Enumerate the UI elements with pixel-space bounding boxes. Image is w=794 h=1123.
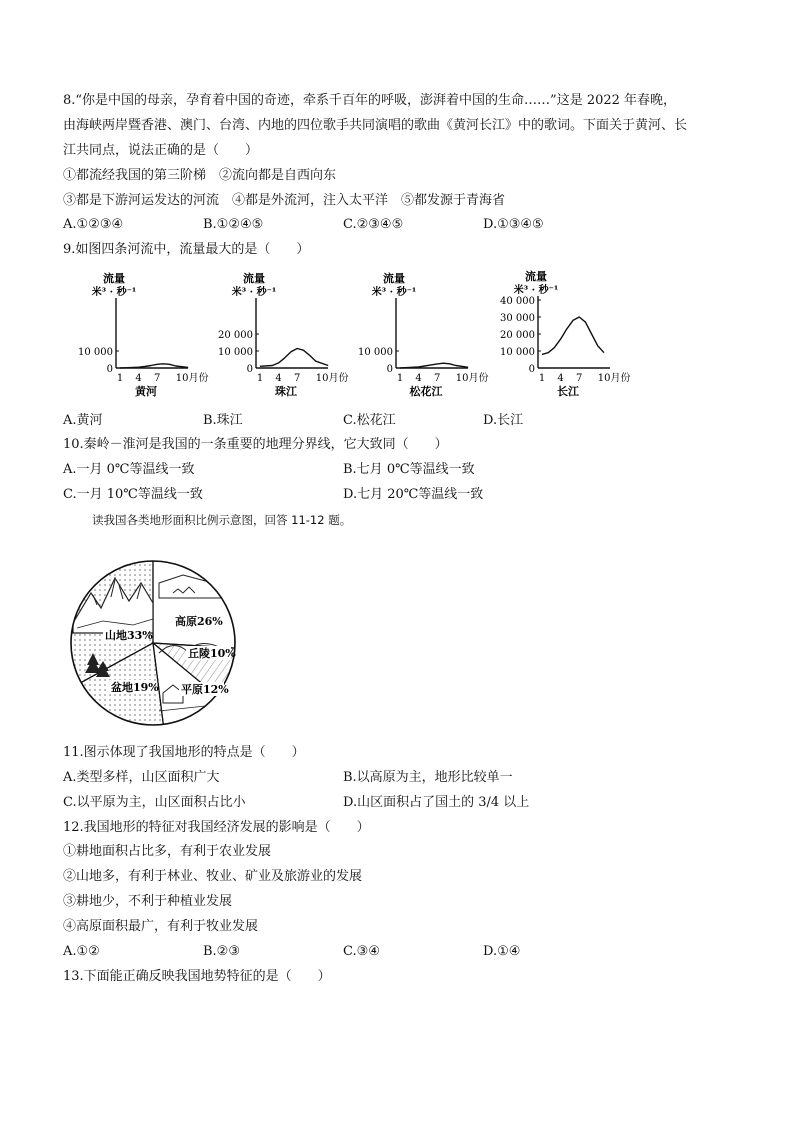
- q9-option-b[interactable]: B.珠江: [203, 413, 243, 428]
- x-tick-label: 1: [116, 373, 124, 384]
- q13-stem: 13.下面能正确反映我国地势特征的是（ ）: [63, 969, 331, 984]
- pie-label: 高原26%: [175, 615, 223, 628]
- q11-option-c[interactable]: C.以平原为主，山区面积占比小: [63, 795, 246, 810]
- river-name: 松花江: [409, 385, 443, 398]
- y-tick-label: 10 000: [78, 347, 113, 358]
- q9-option-d[interactable]: D.长江: [483, 413, 524, 428]
- y-axis-unit: 米³ · 秒⁻¹: [91, 287, 137, 298]
- q12-option-d[interactable]: D.①④: [483, 944, 521, 959]
- x-tick-label: 1: [538, 373, 546, 384]
- y-tick-label: 20 000: [218, 330, 253, 341]
- y-zero-label: 0: [528, 364, 535, 375]
- q11-option-b[interactable]: B.以高原为主，地形比较单一: [343, 770, 513, 785]
- reading-instruction: 读我国各类地形面积比例示意图，回答 11-12 题。: [92, 513, 352, 527]
- q9-stem: 9.如图四条河流中，流量最大的是（ ）: [63, 242, 310, 257]
- chart-changjiang: [500, 268, 631, 403]
- discharge-line: [400, 363, 468, 368]
- q9-option-c[interactable]: C.松花江: [343, 413, 396, 428]
- q8-stem-line1: 8.“你是中国的母亲，孕育着中国的奇迹，牵系千百年的呼吸，澎湃着中国的生命……”这是 2022 年春晚，: [63, 93, 677, 108]
- x-tick-label: 7: [294, 373, 301, 384]
- x-tick-label: 10月份: [597, 373, 631, 384]
- q12-option-c[interactable]: C.③④: [343, 944, 380, 959]
- y-tick-label: 10 000: [358, 347, 393, 358]
- x-tick-label: 1: [256, 373, 264, 384]
- y-axis-unit: 米³ · 秒⁻¹: [371, 287, 417, 298]
- q8-option-c[interactable]: C.②③④⑤: [343, 217, 404, 232]
- chart-songhuajiang: [348, 270, 489, 405]
- x-tick-label: 4: [415, 373, 422, 384]
- q12-stem: 12.我国地形的特征对我国经济发展的影响是（ ）: [63, 820, 370, 835]
- q12-statement-1: ①耕地面积占比多，有利于农业发展: [63, 844, 272, 859]
- q10-option-b[interactable]: B.七月 0℃等温线一致: [343, 462, 475, 477]
- river-name: 黄河: [135, 385, 157, 398]
- x-tick-label: 1: [396, 373, 404, 384]
- chart-zhujiang: [208, 270, 349, 405]
- x-tick-label: 4: [135, 373, 142, 384]
- river-name: 珠江: [275, 385, 297, 398]
- q8-stem-line3: 江共同点，说法正确的是（ ）: [63, 143, 259, 158]
- terrain-proportion-pie: [63, 553, 243, 733]
- x-tick-label: 7: [154, 373, 161, 384]
- x-tick-label: 10月份: [315, 373, 349, 384]
- q8-option-b[interactable]: B.①②④⑤: [203, 217, 264, 232]
- q10-option-d[interactable]: D.七月 20℃等温线一致: [343, 487, 484, 502]
- x-tick-label: 4: [557, 373, 564, 384]
- q12-statement-2: ②山地多，有利于林业、牧业、矿业及旅游业的发展: [63, 869, 363, 884]
- q8-option-d[interactable]: D.①③④⑤: [483, 217, 544, 232]
- x-tick-label: 10月份: [175, 373, 209, 384]
- y-axis-unit: 米³ · 秒⁻¹: [513, 285, 559, 296]
- pie-label: 山地33%: [105, 629, 153, 642]
- q12-option-b[interactable]: B.②③: [203, 944, 240, 959]
- river-name: 长江: [557, 385, 579, 398]
- y-zero-label: 0: [246, 364, 253, 375]
- q11-stem: 11.图示体现了我国地形的特点是（ ）: [63, 745, 305, 760]
- y-tick-label: 10 000: [218, 347, 253, 358]
- q10-stem: 10.秦岭－淮河是我国的一条重要的地理分界线，它大致同（ ）: [63, 437, 448, 452]
- discharge-line: [542, 317, 604, 354]
- pie-slice-高原: [153, 561, 235, 648]
- y-tick-label: 10 000: [500, 347, 535, 358]
- q12-statement-3: ③耕地少，不利于种植业发展: [63, 894, 233, 909]
- q8-statement-1: ①都流经我国的第三阶梯 ②流向都是自西向东: [63, 168, 337, 183]
- q8-statement-2: ③都是下游河运发达的河流 ④都是外流河，注入太平洋 ⑤都发源于青海省: [63, 193, 506, 208]
- y-tick-label: 40 000: [500, 296, 535, 307]
- q10-option-c[interactable]: C.一月 10℃等温线一致: [63, 487, 203, 502]
- y-axis-unit: 米³ · 秒⁻¹: [231, 287, 277, 298]
- q11-option-d[interactable]: D.山区面积占了国土的 3/4 以上: [343, 795, 530, 810]
- y-zero-label: 0: [106, 364, 113, 375]
- y-tick-label: 20 000: [500, 330, 535, 341]
- x-tick-label: 7: [576, 373, 583, 384]
- discharge-line: [260, 349, 328, 367]
- x-tick-label: 7: [434, 373, 441, 384]
- pie-label: 丘陵10%: [188, 647, 236, 660]
- y-axis-title: 流量: [103, 272, 125, 285]
- y-zero-label: 0: [386, 364, 393, 375]
- q10-option-a[interactable]: A.一月 0℃等温线一致: [63, 462, 195, 477]
- q12-option-a[interactable]: A.①②: [63, 944, 100, 959]
- y-axis-title: 流量: [243, 272, 265, 285]
- pie-label: 平原12%: [181, 683, 229, 696]
- y-axis-title: 流量: [383, 272, 405, 285]
- q9-option-a[interactable]: A.黄河: [63, 413, 103, 428]
- x-tick-label: 10月份: [455, 373, 489, 384]
- q8-option-a[interactable]: A.①②③④: [63, 217, 124, 232]
- q11-option-a[interactable]: A.类型多样，山区面积广大: [63, 770, 220, 785]
- y-axis-title: 流量: [525, 270, 547, 283]
- q12-statement-4: ④高原面积最广，有利于牧业发展: [63, 919, 259, 934]
- x-tick-label: 4: [275, 373, 282, 384]
- pie-label: 盆地19%: [111, 681, 159, 694]
- q8-stem-line2: 由海峡两岸暨香港、澳门、台湾、内地的四位歌手共同演唱的歌曲《黄河长江》中的歌词。下面关于黄河、长: [63, 118, 688, 133]
- chart-huanghe: [70, 270, 209, 405]
- y-tick-label: 30 000: [500, 313, 535, 324]
